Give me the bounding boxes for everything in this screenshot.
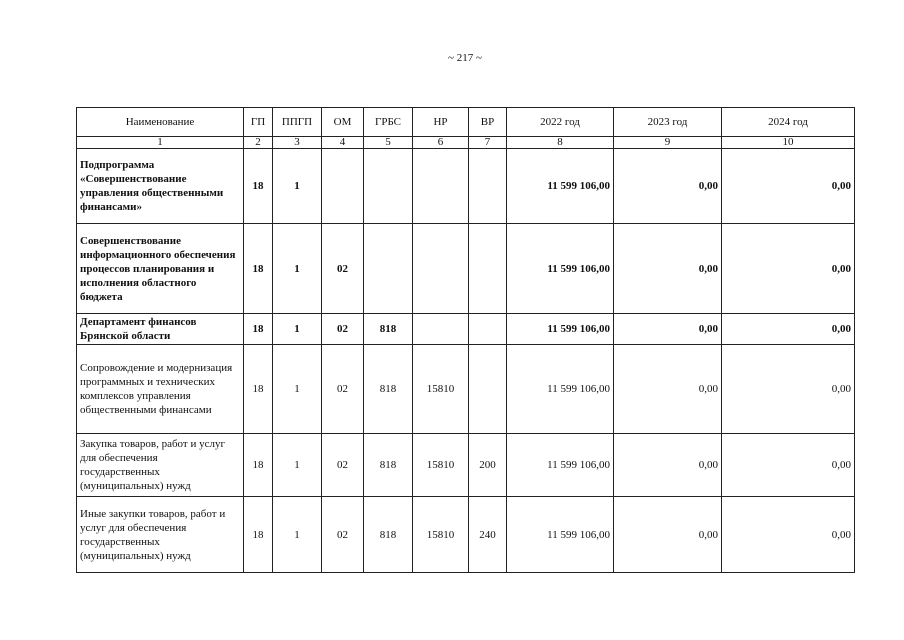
cell-2023: 0,00 (614, 314, 722, 345)
table-row (77, 149, 855, 224)
cell-ppgp: 1 (273, 345, 322, 434)
cell-nr (413, 149, 469, 224)
cell-nr: 15810 (413, 434, 469, 497)
row-name: Закупка товаров, работ и услуг для обеспечения государственных (муниципальных) нужд (77, 434, 244, 497)
cell-2023: 0,00 (614, 497, 722, 573)
cell-vr (469, 224, 507, 314)
header-cell: ОМ (322, 108, 364, 137)
cell-vr (469, 345, 507, 434)
cell-gp: 18 (244, 345, 273, 434)
cell-2023: 0,00 (614, 345, 722, 434)
column-number: 9 (614, 137, 722, 149)
cell-ppgp: 1 (273, 314, 322, 345)
cell-nr: 15810 (413, 497, 469, 573)
page-number: ~ 217 ~ (448, 52, 482, 64)
column-number: 1 (77, 137, 244, 149)
cell-om: 02 (322, 224, 364, 314)
cell-om: 02 (322, 434, 364, 497)
header-cell: НР (413, 108, 469, 137)
table-row (77, 434, 855, 497)
header-cell: 2023 год (614, 108, 722, 137)
cell-vr: 200 (469, 434, 507, 497)
cell-om: 02 (322, 497, 364, 573)
column-number: 8 (507, 137, 614, 149)
cell-om: 02 (322, 345, 364, 434)
cell-om: 02 (322, 314, 364, 345)
cell-gp: 18 (244, 497, 273, 573)
column-number-row (77, 137, 855, 149)
row-name: Сопровождение и модернизация программных и технических комплексов управления общественными финансами (77, 345, 244, 434)
cell-om (322, 149, 364, 224)
cell-2024: 0,00 (722, 345, 855, 434)
cell-nr (413, 314, 469, 345)
header-cell: ВР (469, 108, 507, 137)
cell-nr: 15810 (413, 345, 469, 434)
cell-2022: 11 599 106,00 (507, 314, 614, 345)
cell-vr (469, 149, 507, 224)
cell-gp: 18 (244, 149, 273, 224)
row-name: Иные закупки товаров, работ и услуг для обеспечения государственных (муниципальных) нужд (77, 497, 244, 573)
table-row (77, 345, 855, 434)
header-row (77, 108, 855, 137)
cell-2023: 0,00 (614, 434, 722, 497)
cell-2023: 0,00 (614, 224, 722, 314)
cell-2024: 0,00 (722, 497, 855, 573)
header-cell: Наименование (77, 108, 244, 137)
cell-2024: 0,00 (722, 224, 855, 314)
cell-grbs: 818 (364, 434, 413, 497)
cell-2022: 11 599 106,00 (507, 434, 614, 497)
table-row (77, 314, 855, 345)
cell-ppgp: 1 (273, 224, 322, 314)
cell-grbs (364, 224, 413, 314)
column-number: 7 (469, 137, 507, 149)
cell-2022: 11 599 106,00 (507, 497, 614, 573)
cell-ppgp: 1 (273, 497, 322, 573)
cell-grbs: 818 (364, 497, 413, 573)
cell-2024: 0,00 (722, 149, 855, 224)
cell-vr (469, 314, 507, 345)
column-number: 5 (364, 137, 413, 149)
cell-grbs: 818 (364, 314, 413, 345)
cell-2024: 0,00 (722, 314, 855, 345)
column-number: 2 (244, 137, 273, 149)
cell-grbs (364, 149, 413, 224)
cell-ppgp: 1 (273, 434, 322, 497)
header-cell: 2024 год (722, 108, 855, 137)
column-number: 6 (413, 137, 469, 149)
cell-2024: 0,00 (722, 434, 855, 497)
header-cell: 2022 год (507, 108, 614, 137)
row-name: Совершенствование информационного обеспечения процессов планирования и исполнения областного бюджета (77, 224, 244, 314)
cell-2023: 0,00 (614, 149, 722, 224)
row-name: Департамент финансов Брянской области (77, 314, 244, 345)
cell-nr (413, 224, 469, 314)
cell-2022: 11 599 106,00 (507, 345, 614, 434)
column-number: 10 (722, 137, 855, 149)
cell-2022: 11 599 106,00 (507, 149, 614, 224)
budget-table (76, 107, 855, 573)
cell-gp: 18 (244, 314, 273, 345)
cell-vr: 240 (469, 497, 507, 573)
table-row (77, 224, 855, 314)
table-row (77, 497, 855, 573)
cell-gp: 18 (244, 434, 273, 497)
column-number: 4 (322, 137, 364, 149)
cell-gp: 18 (244, 224, 273, 314)
cell-2022: 11 599 106,00 (507, 224, 614, 314)
cell-grbs: 818 (364, 345, 413, 434)
header-cell: ГП (244, 108, 273, 137)
row-name: Подпрограмма «Совершенствование управления общественными финансами» (77, 149, 244, 224)
column-number: 3 (273, 137, 322, 149)
cell-ppgp: 1 (273, 149, 322, 224)
header-cell: ГРБС (364, 108, 413, 137)
header-cell: ППГП (273, 108, 322, 137)
